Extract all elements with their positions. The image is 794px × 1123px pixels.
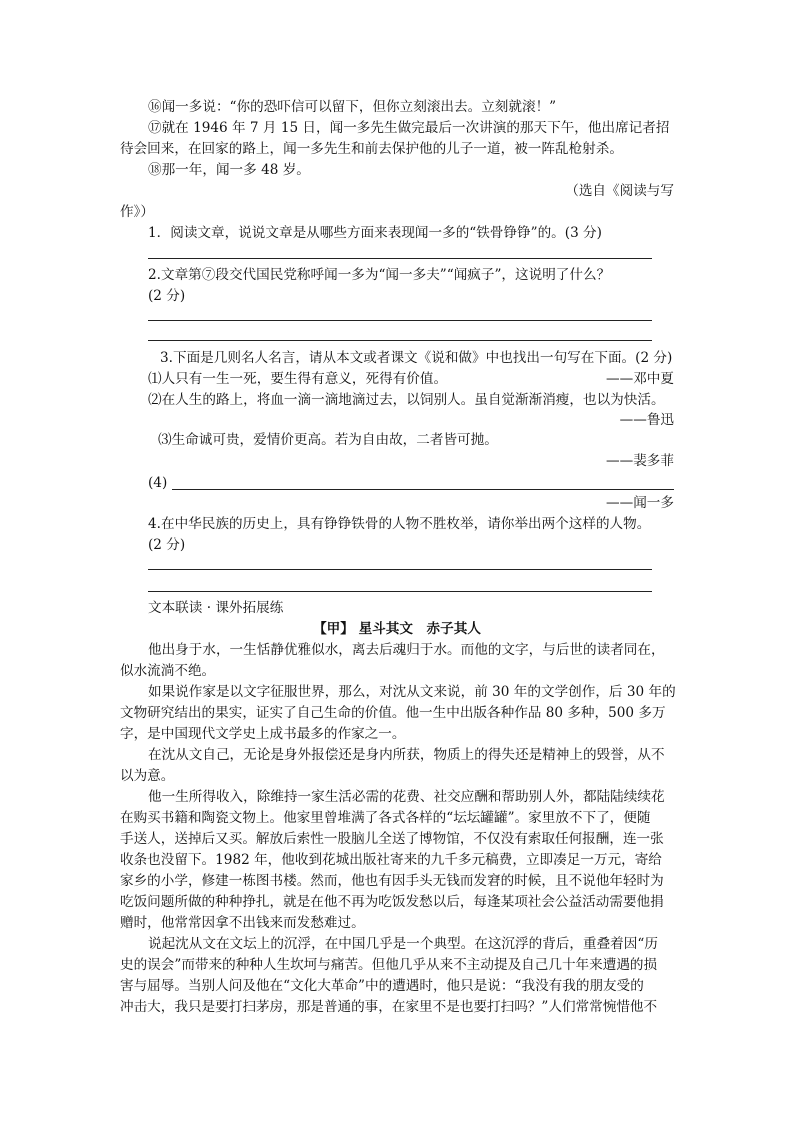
quote-1-author: ——邓中夏 — [606, 371, 674, 387]
article-paragraph-5-cont: 害与屈辱。当别人问及他在“文化大革命”中的遭遇时，他只是说：“我没有我的朋友受的 — [120, 978, 644, 994]
article-paragraph-5-cont: 史的误会”而带来的种种人生坎坷与痛苦。但他几乎从来不主动提及自己几十年来遭遇的损 — [120, 957, 658, 973]
article-paragraph-1-cont: 似水流淌不绝。 — [120, 663, 216, 679]
article-paragraph-3-cont: 以为意。 — [120, 768, 175, 784]
answer-line[interactable] — [172, 489, 674, 490]
quote-2-author: ——鲁迅 — [619, 412, 674, 428]
question-4-score: (2 分) — [148, 537, 186, 553]
article-paragraph-2-cont: 文物研究结出的果实，证实了自己生命的价值。他一生中出版各种作品 80 多种，500 多万 — [120, 705, 666, 721]
paragraph-16: ⑯闻一多说：“你的恐吓信可以留下，但你立刻滚出去。立刻就滚！” — [148, 99, 557, 115]
answer-line[interactable] — [148, 320, 652, 321]
article-paragraph-4-cont: 收条也没留下。1982 年，他收到花城出版社寄来的九千多元稿费，立即凑足一万元，寄给 — [120, 852, 662, 868]
question-2: 2.文章第⑦段交代国民党称呼闻一多为“闻一多夫”“闻疯子”，这说明了什么？ — [148, 267, 611, 283]
question-4: 4.在中华民族的历史上，具有铮铮铁骨的人物不胜枚举，请你举出两个这样的人物。 — [148, 516, 651, 532]
quote-4-label: (4) — [148, 475, 168, 491]
quote-3-text: ⑶生命诚可贵，爱情价更高。若为自由故，二者皆可抛。 — [158, 432, 498, 448]
paragraph-17-line-1: ⑰就在 1946 年 7 月 15 日，闻一多先生做完最后一次讲演的那天下午，他出席记者招 — [148, 120, 670, 136]
answer-line[interactable] — [148, 258, 652, 259]
article-paragraph-4-cont: 手送人，送掉后又买。解放后索性一股脑儿全送了博物馆，不仅没有索取任何报酬，连一张 — [120, 831, 664, 847]
paragraph-17-line-2: 待会回来，在回家的路上，闻一多先生和前去保护他的儿子一道，被一阵乱枪射杀。 — [120, 141, 623, 157]
article-paragraph-2: 如果说作家是以文字征服世界，那么，对沈从文来说，前 30 年的文学创作，后 30 年的 — [148, 684, 676, 700]
article-title: 【甲】 星斗其文 赤子其人 — [313, 621, 481, 637]
source-citation: （选自《阅读与写 — [565, 183, 674, 199]
article-paragraph-3: 在沈从文自己，无论是身外报偿还是身内所获，物质上的得失还是精神上的毁誉，从不 — [148, 747, 665, 763]
quote-2-text: ⑵在人生的路上，将血一滴一滴地滴过去，以饲别人。虽自觉渐渐消瘦，也以为快活。 — [148, 392, 665, 408]
question-1: 1．阅读文章，说说文章是从哪些方面来表现闻一多的“铁骨铮铮”的。(3 分) — [148, 225, 602, 241]
question-3: 3.下面是几则名人名言，请从本文或者课文《说和做》中也找出一句写在下面。(2 分) — [160, 350, 673, 366]
article-paragraph-2-cont: 字，是中国现代文学史上成书最多的作家之一。 — [120, 726, 406, 742]
section-label: 文本联读 · 课外拓展练 — [148, 600, 284, 616]
article-paragraph-4-cont: 吃饭问题所做的种种挣扎，就是在他不再为吃饭发愁以后，每逢某项社会公益活动需要他捐 — [120, 894, 664, 910]
article-paragraph-5: 说起沈从文在文坛上的沉浮，在中国几乎是一个典型。在这沉浮的背后，重叠着因“历 — [148, 936, 658, 952]
article-paragraph-4-cont: 家乡的小学，修建一栋图书楼。然而，他也有因手头无钱而发窘的时候，且不说他年轻时为 — [120, 873, 664, 889]
answer-line[interactable] — [148, 340, 652, 341]
source-citation-end: 作》） — [120, 204, 154, 220]
article-paragraph-1: 他出身于水，一生恬静优雅似水，离去后魂归于水。而他的文字，与后世的读者同在， — [148, 642, 665, 658]
quote-4-author: ——闻一多 — [606, 495, 674, 511]
quote-3-author: ——裴多菲 — [606, 453, 674, 469]
article-paragraph-4-cont: 在购买书籍和陶瓷文物上。他家里曾堆满了各式各样的“坛坛罐罐”。家里放不下了，便随 — [120, 810, 651, 826]
article-paragraph-4-cont: 赠时，他常常因拿不出钱来而发愁难过。 — [120, 915, 365, 931]
quote-1-text: ⑴人只有一生一死，要生得有意义，死得有价值。 — [148, 371, 448, 387]
article-paragraph-4: 他一生所得收入，除维持一家生活必需的花费、社交应酬和帮助别人外，都陆陆续续花 — [148, 789, 665, 805]
question-2-score: (2 分) — [148, 288, 186, 304]
article-paragraph-5-cont: 冲击大，我只是要打扫茅房，那是普通的事，在家里不是也要打扫吗？”人们常常惋惜他不 — [120, 999, 658, 1015]
answer-line[interactable] — [148, 591, 652, 592]
paragraph-18: ⑱那一年，闻一多 48 岁。 — [148, 162, 310, 178]
answer-line[interactable] — [148, 569, 652, 570]
